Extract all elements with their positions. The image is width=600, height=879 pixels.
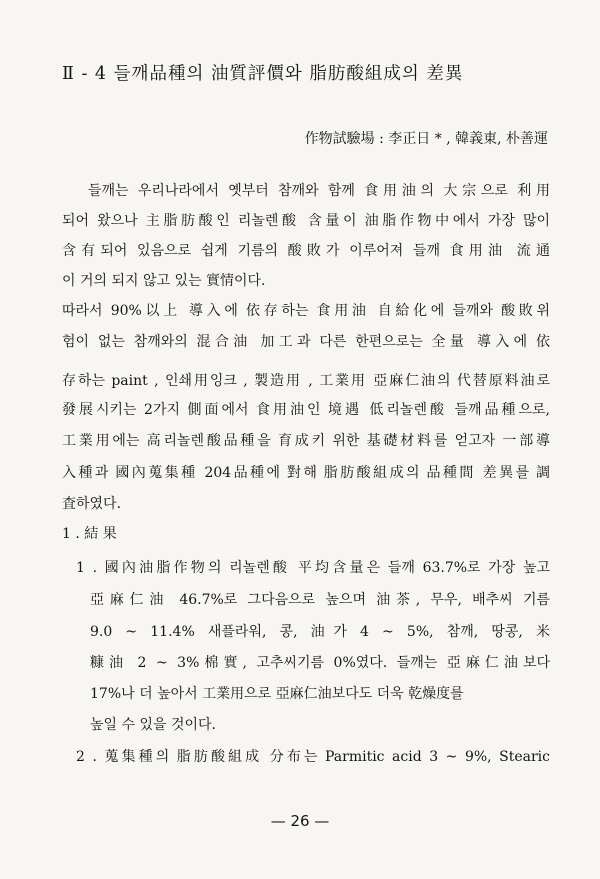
intro-line-9: 工業用에는 高리놀렌酸品種을 育成키 위한 基礎材料를 얻고자 一部導: [62, 433, 550, 449]
document-title: Ⅱ - 4 들깨品種의 油質評價와 脂肪酸組成의 差異: [62, 64, 464, 84]
item1-line-3: 9.0 ~ 11.4% 새플라워, 콩, 油가 4 ~ 5%, 참깨, 땅콩, 米: [90, 624, 550, 640]
intro-line-7: 存하는 paint , 인쇄用잉크 , 製造用 , 工業用 亞麻仁油의 代替原料油로: [62, 373, 550, 389]
intro-line-3: 含有되어 있음으로 쉽게 기름의 酸敗가 이루어져 들깨 食用油 流通: [62, 243, 550, 259]
intro-line-2: 되어 왔으나 主脂肪酸인 리놀렌酸 含量이 油脂作物中에서 가장 많이: [62, 213, 550, 229]
intro-line-8: 發展시키는 2가지 側面에서 食用油인 境遇 低리놀렌酸 들깨品種으로,: [62, 402, 550, 418]
item1-line-1: 1 . 國內油脂作物의 리놀렌酸 平均含量은 들깨 63.7%로 가장 높고: [76, 560, 550, 576]
item1-line-2: 亞麻仁油 46.7%로 그다음으로 높으며 油茶, 무우, 배추씨 기름: [90, 592, 550, 608]
item1-line-6: 높일 수 있을 것이다.: [90, 717, 216, 733]
results-heading: 1 . 結 果: [62, 526, 117, 542]
intro-line-6: 험이 없는 참깨와의 混合油 加工과 다른 한편으로는 全量 導入에 依: [62, 334, 550, 350]
author-line: 作物試驗場 : 李正日 * , 韓義東, 朴善運: [304, 131, 548, 147]
intro-line-5: 따라서 90%以上 導入에 依存하는 食用油 自給化에 들깨와 酸敗위: [62, 303, 550, 319]
page-number: — 26 —: [270, 812, 330, 830]
item1-line-4: 糠油 2 ~ 3%棉實, 고추씨기름 0%였다. 들깨는 亞麻仁油보다: [90, 655, 550, 671]
intro-line-1: 들깨는 우리나라에서 옛부터 참깨와 함께 食用油의 大宗으로 利用: [88, 183, 550, 199]
intro-line-11: 査하였다.: [62, 496, 122, 512]
intro-line-10: 入種과 國內蒐集種 204品種에 對해 脂肪酸組成의 品種間 差異를 調: [62, 465, 550, 481]
intro-line-4: 이 거의 되지 않고 있는 實情이다.: [62, 273, 266, 289]
item1-line-5: 17%나 더 높아서 工業用으로 亞麻仁油보다도 더욱 乾燥度를: [90, 686, 464, 702]
item2-line-1: 2 . 蒐集種의 脂肪酸組成 分布는 Parmitic acid 3 ~ 9%, Stearic: [76, 749, 550, 765]
